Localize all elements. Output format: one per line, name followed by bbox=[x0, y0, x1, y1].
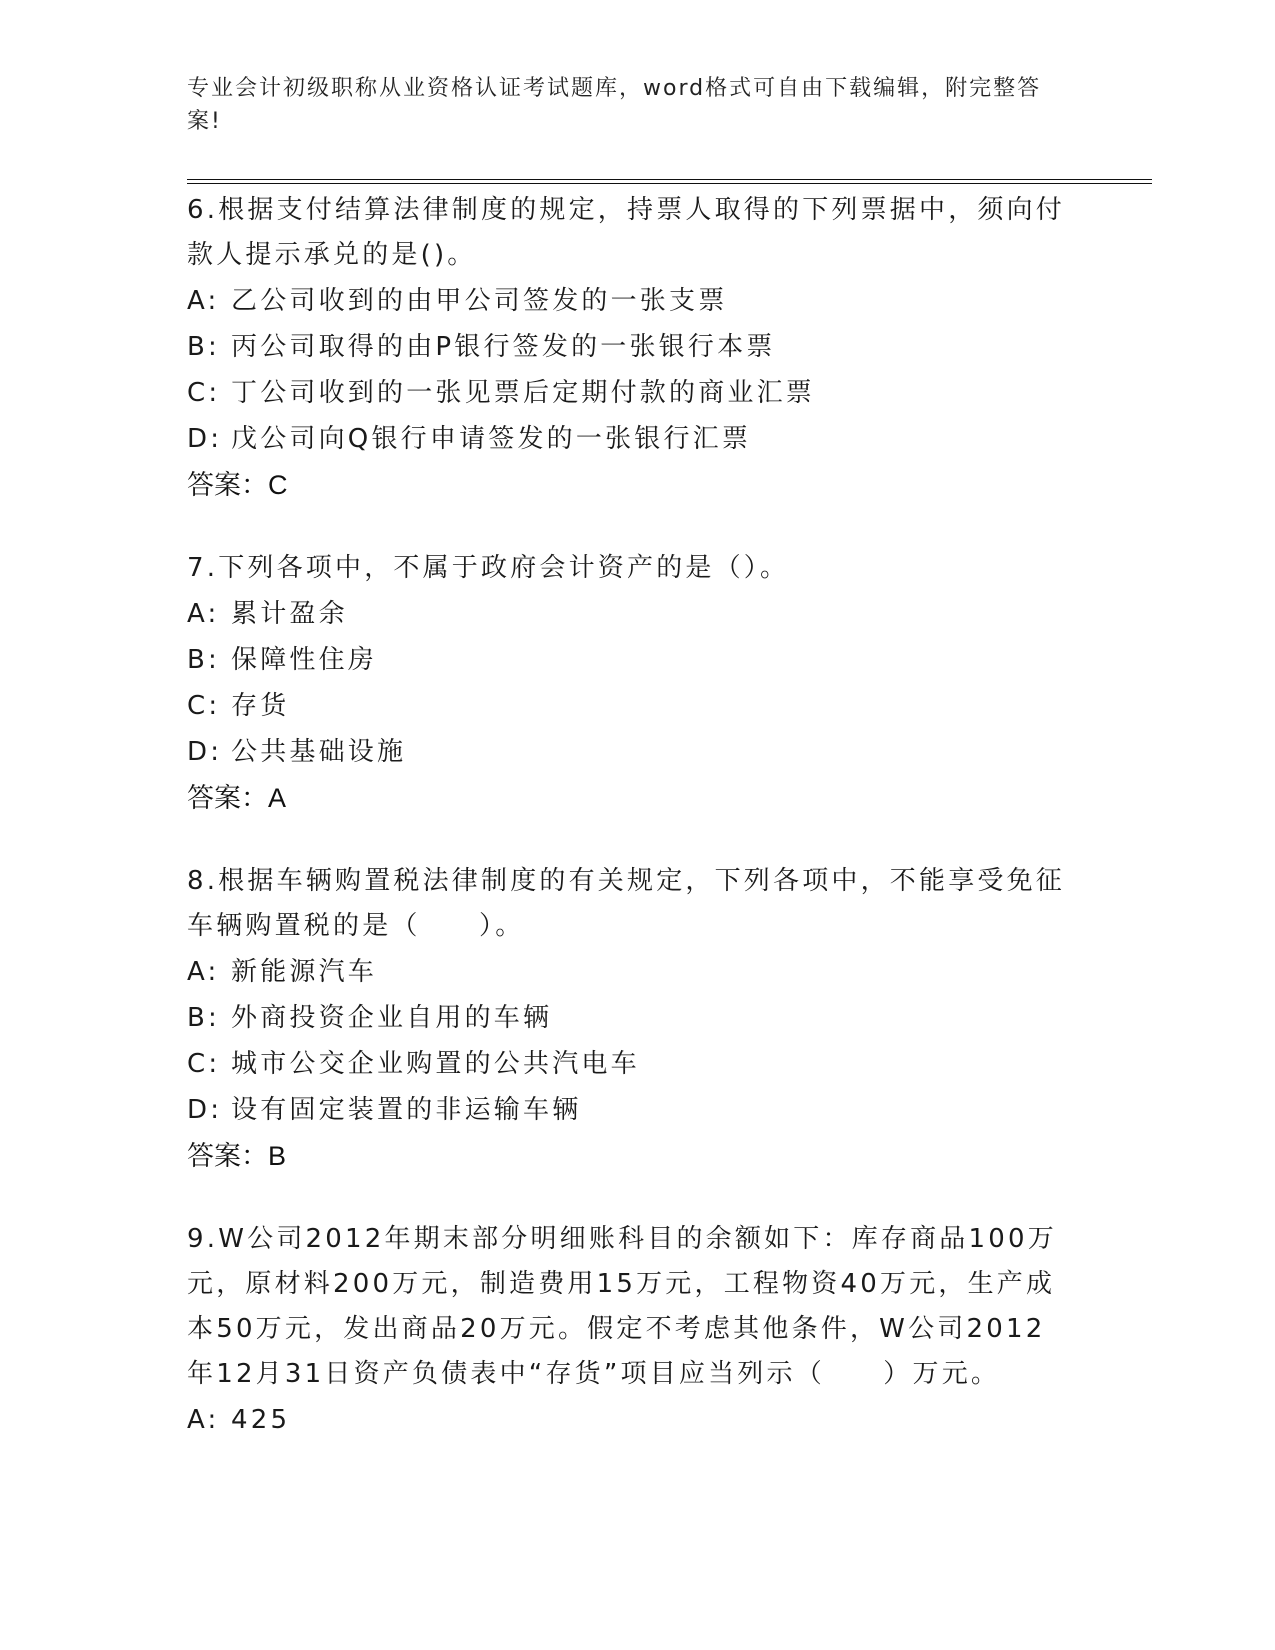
option-key: A: bbox=[187, 957, 220, 987]
option-text: 累计盈余 bbox=[231, 599, 348, 629]
option-key: D: bbox=[187, 1095, 223, 1125]
option-text: 公共基础设施 bbox=[231, 737, 407, 767]
option-c bbox=[187, 1041, 1067, 1087]
option-key: C: bbox=[187, 378, 221, 408]
option-text: 丙公司取得的由P银行签发的一张银行本票 bbox=[231, 332, 776, 362]
question-6 bbox=[187, 188, 1067, 508]
option-c bbox=[187, 370, 1067, 416]
question-7 bbox=[187, 546, 1067, 821]
option-text: 乙公司收到的由甲公司签发的一张支票 bbox=[231, 286, 728, 316]
option-b bbox=[187, 995, 1067, 1041]
option-key: B: bbox=[187, 645, 220, 675]
option-a bbox=[187, 591, 1067, 637]
option-text: 城市公交企业购置的公共汽电车 bbox=[231, 1049, 640, 1079]
option-key: C: bbox=[187, 691, 221, 721]
option-text: 戊公司向Q银行申请签发的一张银行汇票 bbox=[231, 424, 752, 454]
question-stem: 7.下列各项中，不属于政府会计资产的是（）。 bbox=[187, 553, 790, 583]
option-text: 外商投资企业自用的车辆 bbox=[231, 1003, 553, 1033]
question-list bbox=[187, 188, 1067, 1481]
option-text: 保障性住房 bbox=[231, 645, 378, 675]
question-stem: 6.根据支付结算法律制度的规定，持票人取得的下列票据中，须向付款人提示承兑的是()。 bbox=[187, 195, 1066, 270]
option-a bbox=[187, 949, 1067, 995]
question-stem: 9.W公司2012年期末部分明细账科目的余额如下：库存商品100万元，原材料200万元，制造费用15万元，工程物资40万元，生产成本50万元，发出商品20万元。假定不考虑其他条件，W公司2012年12月31日资产负债表中“存货”项目应当列示（ ）万元。 bbox=[187, 1224, 1057, 1389]
option-text: 新能源汽车 bbox=[231, 957, 378, 987]
option-key: D: bbox=[187, 737, 223, 767]
option-key: B: bbox=[187, 332, 220, 362]
option-key: A: bbox=[187, 599, 220, 629]
question-9 bbox=[187, 1217, 1067, 1443]
option-key: B: bbox=[187, 1003, 220, 1033]
question-8 bbox=[187, 859, 1067, 1179]
option-key: D: bbox=[187, 424, 223, 454]
option-b bbox=[187, 637, 1067, 683]
option-text: 丁公司收到的一张见票后定期付款的商业汇票 bbox=[231, 378, 816, 408]
header-divider-top bbox=[187, 179, 1152, 180]
option-a bbox=[187, 278, 1067, 324]
answer-line: 答案：A bbox=[187, 783, 287, 813]
page-header-text: 专业会计初级职称从业资格认证考试题库，word格式可自由下载编辑，附完整答案! bbox=[187, 76, 1042, 134]
option-d bbox=[187, 729, 1067, 775]
option-key: C: bbox=[187, 1049, 221, 1079]
option-text: 存货 bbox=[231, 691, 290, 721]
question-stem: 8.根据车辆购置税法律制度的有关规定，下列各项中，不能享受免征车辆购置税的是（ ）。 bbox=[187, 866, 1066, 941]
option-key: A: bbox=[187, 286, 220, 316]
answer-line: 答案：C bbox=[187, 470, 288, 500]
option-text: 设有固定装置的非运输车辆 bbox=[231, 1095, 582, 1125]
header-divider-bottom bbox=[187, 183, 1152, 184]
option-c bbox=[187, 683, 1067, 729]
option-d bbox=[187, 1087, 1067, 1133]
option-a bbox=[187, 1397, 1067, 1443]
option-d bbox=[187, 416, 1067, 462]
option-b bbox=[187, 324, 1067, 370]
answer-line: 答案：B bbox=[187, 1141, 287, 1171]
option-key: A: bbox=[187, 1405, 220, 1435]
option-text: 425 bbox=[231, 1405, 291, 1435]
